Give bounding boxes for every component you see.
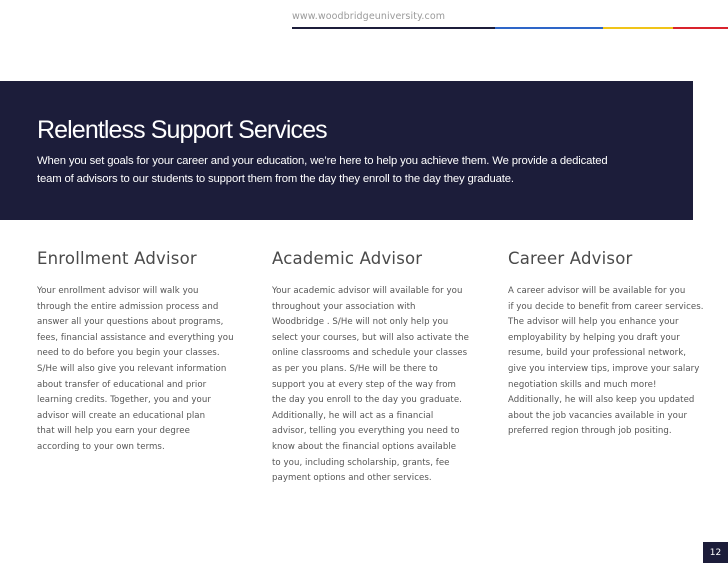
text-line: that will help you earn your degree [37, 426, 190, 437]
career-advisor-heading: Career Advisor [508, 249, 633, 268]
text-line: according to your own terms. [37, 441, 165, 452]
text-line: support you at every step of the way from [272, 379, 456, 390]
text-line: answer all your questions about programs, [37, 317, 224, 328]
text-line: to you, including scholarship, grants, fee [272, 457, 450, 468]
text-line: know about the financial options available [272, 441, 457, 452]
header-rule-yellow [603, 27, 673, 29]
text-line: as per you plans. S/He will be there to [272, 363, 438, 374]
text-line: advisor will create an educational plan [37, 410, 206, 421]
text-line: if you decide to benefit from career services. [508, 301, 704, 312]
career-advisor-column [508, 246, 704, 440]
text-line: The advisor will help you enhance your [508, 317, 679, 328]
academic-advisor-column [272, 246, 469, 487]
header-rule-navy [292, 27, 495, 29]
text-line: Additionally, he will also keep you updated [508, 395, 695, 406]
text-line: throughout your association with [272, 301, 416, 312]
text-line: need to do before you begin your classes. [37, 348, 220, 359]
text-line: fees, financial assistance and everything you [37, 332, 234, 343]
text-line: Additionally, he will act as a financial [272, 410, 434, 421]
text-line: payment options and other services. [272, 473, 432, 484]
text-line: S/He will also give you relevant information [37, 363, 227, 374]
enrollment-advisor-heading: Enrollment Advisor [37, 249, 197, 268]
academic-advisor-heading: Academic Advisor [272, 249, 423, 268]
banner-intro-line: team of advisors to our students to support them from the day they enroll to the day they graduate. [37, 173, 514, 185]
text-line: Your enrollment advisor will walk you [37, 286, 199, 296]
banner-intro-line: When you set goals for your career and your education, we’re here to help you achieve them. We provide a dedicated [37, 155, 608, 167]
text-line: about transfer of educational and prior [37, 379, 207, 390]
academic-advisor-text [272, 284, 469, 487]
text-line: online classrooms and schedule your classes [272, 348, 468, 359]
text-line: negotiation skills and much more! [508, 379, 657, 390]
text-line: A career advisor will be available for you [508, 286, 686, 296]
text-line: Woodbridge . S/He will not only help you [272, 317, 449, 328]
banner-intro [37, 152, 677, 188]
text-line: employability by helping you draft your [508, 332, 680, 343]
enrollment-advisor-text [37, 284, 234, 456]
text-line: resume, build your professional network, [508, 348, 687, 359]
banner-title: Relentless Support Services [37, 116, 327, 144]
text-line: preferred region through job positing. [508, 426, 672, 437]
text-line: learning credits. Together, you and your [37, 395, 211, 406]
text-line: give you interview tips, improve your salary [508, 363, 700, 374]
text-line: Your academic advisor will available for you [272, 286, 463, 296]
page-number: 12 [703, 542, 728, 563]
enrollment-advisor-column [37, 246, 234, 456]
services-banner [0, 81, 693, 220]
text-line: the day you enroll to the day you graduate. [272, 395, 462, 406]
header-rule-blue [495, 27, 603, 29]
text-line: select your courses, but will also activate the [272, 332, 469, 343]
text-line: about the job vacancies available in your [508, 410, 688, 421]
text-line: through the entire admission process and [37, 301, 219, 312]
text-line: advisor, telling you everything you need to [272, 426, 460, 437]
career-advisor-text [508, 284, 704, 440]
header-rule-red [673, 27, 728, 29]
website-url: www.woodbridgeuniversity.com [292, 11, 446, 22]
